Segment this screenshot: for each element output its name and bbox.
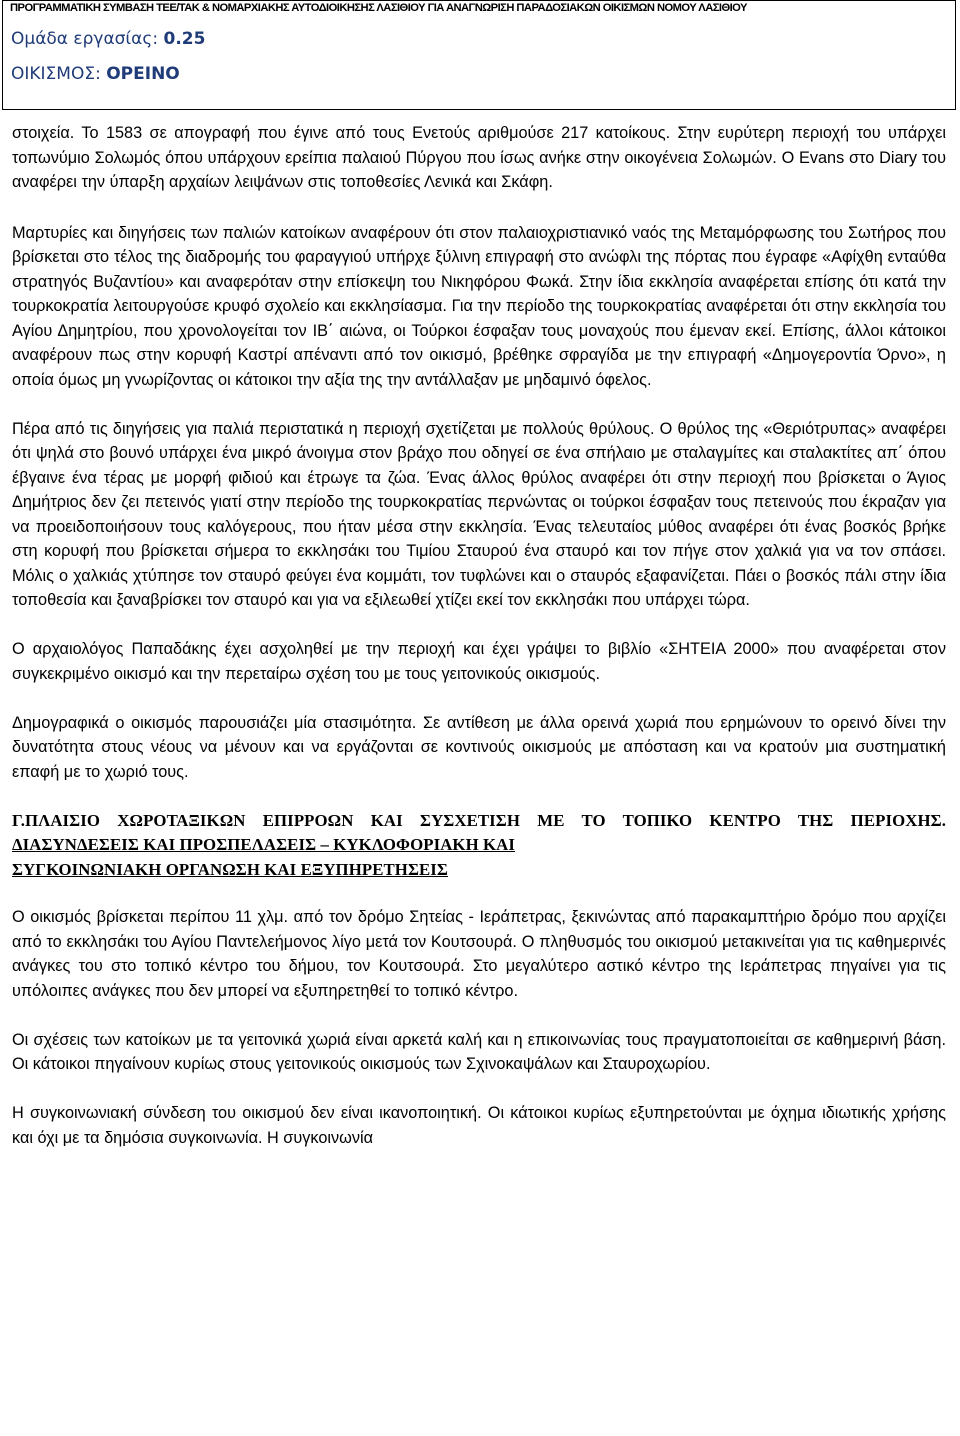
village-line: [11, 64, 180, 84]
village-label: ΟΙΚΙΣΜΟΣ:: [11, 64, 101, 84]
paragraph-archaeologist: Ο αρχαιολόγος Παπαδάκης έχει ασχοληθεί με την περιοχή και έχει γράψει το βιβλίο «ΣΗΤΕΙΑ 2000» που αναφέρεται στον συγκεκριμένο οικισμό και την περεταίρω σχέση του με τους γειτονικούς οικισμούς.: [12, 640, 946, 683]
document-header-title: ΠΡΟΓΡΑΜΜΑΤΙΚΗ ΣΥΜΒΑΣΗ ΤΕΕ/ΤΑΚ & ΝΟΜΑΡΧΙΑΚΗΣ ΑΥΤΟΔΙΟΙΚΗΣΗΣ ΛΑΣΙΘΙΟΥ ΓΙΑ ΑΝΑΓΝΩΡΙΣΗ ΠΑΡΑΔΟΣΙΑΚΩΝ ΟΙΚΙΣΜΩΝ ΝΟΜΟΥ ΛΑΣΙΘΙΟΥ: [10, 2, 747, 14]
page-header-box: [2, 0, 956, 110]
work-group-label: Ομάδα εργασίας:: [11, 29, 159, 49]
paragraph-transport: Η συγκοινωνιακή σύνδεση του οικισμού δεν είναι ικανοποιητική. Οι κάτοικοι κυρίως εξυπηρετούνται με όχημα ιδιωτικής χρήσης και όχι με τα δημόσια συγκοινωνία. Η συγκοινωνία: [12, 1104, 946, 1147]
work-group-line: [11, 29, 205, 49]
section-heading-part1: Γ.ΠΛΑΙΣΙΟ ΧΩΡΟΤΑΞΙΚΩΝ ΕΠΙΡΡΟΩΝ ΚΑΙ ΣΥΣΧΕΤΙΣΗ ΜΕ ΤΟ ΤΟΠΙΚΟ ΚΕΝΤΡΟ ΤΗΣ ΠΕΡΙΟΧΗΣ.: [12, 810, 946, 830]
section-heading-part3: ΣΥΓΚΟΙΝΩΝΙΑΚΗ ΟΡΓΑΝΩΣΗ ΚΑΙ ΕΞΥΠΗΡΕΤΗΣΕΙΣ: [12, 859, 449, 879]
paragraph-neighbor-relations: Οι σχέσεις των κατοίκων με τα γειτονικά χωριά είναι αρκετά καλή και η επικοινωνίας τους πραγματοποιείται σε καθημερινή βάση. Οι κάτοικοι πηγαίνουν κυρίως στους γειτονικούς οικισμούς των Σχινοκαψάλων και Σταυροχωρίου.: [12, 1030, 946, 1073]
paragraph-testimonies: Μαρτυρίες και διηγήσεις των παλιών κατοίκων αναφέρουν ότι στον παλαιοχριστιανικό ναός της Μεταμόρφωσης του Σωτήρος που βρίσκεται στο τέλος της διαδρομής του φαραγγιού υπήρχε ξύλινη επιγραφή στο ανώφλι της πόρτας που έγραφε «Αφίχθη ενταύθα στρατηγός Βυζαντίου» και αναφερόταν στην επίσκεψη του Νικηφόρου Φωκά. Στην ίδια εκκλησία αναφέρεται επίσης ότι κατά την τουρκοκρατία λειτουργούσε κρυφό σχολείο και εκκλησίασμα. Για την περίοδο της τουρκοκρατίας αναφέρεται ότι στην εκκλησία του Αγίου Δημητρίου, που χρονολογείται τον ΙΒ΄ αιώνα, οι Τούρκοι έσφαξαν τους μοναχούς που έμεναν εκεί. Επίσης, άλλοι κάτοικοι αναφέρουν πως στην κορυφή Καστρί απέναντι από τον οικισμό, βρέθηκε σφραγίδα με την επιγραφή «Δημογεροντία Όρνο», η οποία όμως μη γνωρίζοντας οι κάτοικοι την αξία της την αντάλλαξαν με μηδαμινό όφελος.: [12, 223, 946, 389]
document-body: [12, 121, 946, 1175]
village-value: ΟΡΕΙΝΟ: [106, 64, 180, 84]
section-heading-part2: ΔΙΑΣΥΝΔΕΣΕΙΣ ΚΑΙ ΠΡΟΣΠΕΛΑΣΕΙΣ – ΚΥΚΛΟΦΟΡΙΑΚΗ ΚΑΙ: [12, 835, 516, 854]
paragraph-demographics: Δημογραφικά ο οικισμός παρουσιάζει μία στασιμότητα. Σε αντίθεση με άλλα ορεινά χωριά που ερημώνουν το ορεινό δίνει την δυνατότητα στους νέους να μένουν και να εργάζονται σε κοντινούς οικισμούς με απόσταση και να κρατούν μια συστηματική επαφή με το χωριό τους.: [12, 713, 946, 781]
paragraph-location: Ο οικισμός βρίσκεται περίπου 11 χλμ. από τον δρόμο Σητείας - Ιεράπετρας, ξεκινώντας από παρακαμπτήριο δρόμο που αρχίζει από το εκκλησάκι του Αγίου Παντελεήμονος λίγο μετά τον Κουτσουρά. Ο πληθυσμός του οικισμού μετακινείται για τις καθημερινές ανάγκες του στο τοπικό κέντρο του δήμου, τον Κουτσουρά. Στο μεγαλύτερο αστικό κέντρο της Ιεράπετρας πηγαίνει για τις υπόλοιπες ανάγκες που δεν μπορεί να εξυπηρετηθεί το τοπικό κέντρο.: [12, 908, 946, 1000]
section-heading: [12, 809, 946, 883]
paragraph-legends: Πέρα από τις διηγήσεις για παλιά περιστατικά η περιοχή σχετίζεται με πολλούς θρύλους. Ο θρύλος της «Θεριότρυπας» αναφέρει ότι ψηλά στο βουνό υπάρχει ένα μικρό άνοιγμα στον βράχο που οδηγεί σε ένα σπήλαιο με σταλαγμίτες και σταλακτίτες απ΄ όπου έβγαινε ένα τέρας με μορφή φιδιού και έτρωγε τα ζώα. Ένας άλλος θρύλος αναφέρει ότι στην περιοχή που βρίσκεται ο Άγιος Δημήτριος δεν ζει πετεινός γιατί στην περίοδο της τουρκοκρατίας περνώντας οι τούρκοι έσφαξαν τους πετεινούς που έκραζαν για να προειδοποιήσουν τους καλόγερους, που ήταν μέσα στην εκκλησία. Ένας τελευταίος μύθος αναφέρει ότι ένας βοσκός βρήκε στη κορυφή που βρίσκεται σήμερα το εκκλησάκι του Τιμίου Σταυρού ένα σταυρό και τον πήγε στον χαλκιά για να τον σπάσει. Μόλις ο χαλκιάς χτύπησε τον σταυρό φεύγει ένα κομμάτι, τον τυφλώνει και ο σταυρός εξαφανίζεται. Πάει ο βοσκός πάλι στην ίδια τοποθεσία και ξαναβρίσκει τον σταυρό και για να εξιλεωθεί χτίζει εκεί τον εκκλησάκι που υπάρχει τώρα.: [12, 419, 946, 609]
paragraph-history-census: στοιχεία. Το 1583 σε απογραφή που έγινε από τους Ενετούς αριθμούσε 217 κατοίκους. Στην ευρύτερη περιοχή του υπάρχει τοπωνύμιο Σολωμός όπου υπάρχουν ερείπια παλαιού Πύργου που ίσως ανήκε στην οικογένεια Σολωμών. Ο Evans στο Diary του αναφέρει την ύπαρξη αρχαίων λειψάνων στις τοποθεσίες Λενικά και Σκάφη.: [12, 124, 946, 191]
work-group-value: 0.25: [163, 29, 206, 49]
